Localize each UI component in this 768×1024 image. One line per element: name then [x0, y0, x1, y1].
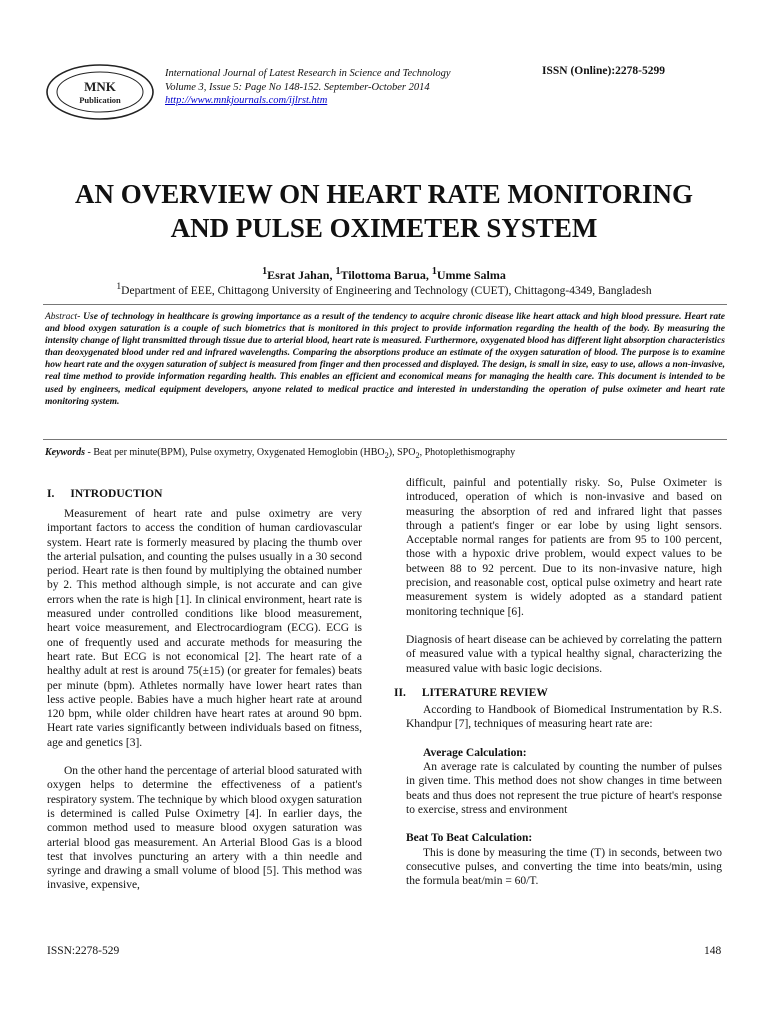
keywords-text: ), SPO	[388, 447, 416, 458]
abstract-label: Abstract	[45, 312, 78, 322]
section-number: II.	[394, 686, 406, 699]
section-number: I.	[47, 488, 55, 500]
journal-info	[165, 67, 451, 95]
abstract	[45, 311, 725, 408]
intro-paragraph-1: Measurement of heart rate and pulse oximetry are very important factors to access the condition of human cardiovascular system. Heart rate is formerly measured by placing the thumb over the arterial pulsation, and counting the pulses usually in a 30 second period. Heart rate is then found by multiplying the obtained number by 2. This method although simple, is not accurate and can give errors when the rate is high [1]. In clinical environment, heart rate is measured under controlled conditions like blood measurement, heart voice measurement, and Electrocardiogram (ECG). ECG is one of frequently used and accurate methods for measuring the heart rate. But ECG is not economical [2]. The heart rate of a healthy adult at rest is around 75(±15) (or greater for females) beats per minute (bpm). Athletes normally have lower heart rates than less active people. Babies have a much higher heart rate at around 120 bpm, while older children have heart rates at around 90 bpm. Heart rate varies significantly between individuals based on fitness, age and genetics [3].	[47, 508, 362, 749]
section-title: INTRODUCTION	[70, 488, 163, 500]
section-title: LITERATURE REVIEW	[421, 686, 548, 699]
keywords-subscript: 2	[384, 451, 389, 460]
subheading-average-calculation: Average Calculation:	[423, 746, 527, 759]
keywords-text: , Photoplethismography	[419, 447, 516, 458]
journal-url-link[interactable]: http://www.mnkjournals.com/ijlrst.htm	[165, 95, 328, 106]
journal-name: International Journal of Latest Research in Science and Technology	[165, 68, 451, 79]
right-column	[394, 476, 722, 888]
mnk-publication-logo	[44, 62, 156, 122]
keywords-subscript: 2	[415, 451, 420, 460]
author-sup: 1	[335, 266, 341, 277]
keywords-label: Keywords	[45, 447, 85, 458]
author-name: Tilottoma Barua,	[340, 268, 432, 282]
paper-title	[0, 177, 768, 245]
intro-paragraph-2: On the other hand the percentage of arterial blood saturated with oxygen helps to determine the effectiveness of a patient's respiratory system. The technique by which blood oxygen saturation is determined is called Pulse Oximetry [4]. In earlier days, the common method used to measure blood oxygen saturation was arterial blood gas measurement. An Arterial Blood Gas is a blood test that involves puncturing an artery with a thin needle and syringe and drawing a small volume of blood [5]. This method was invasive, expensive,	[47, 765, 363, 892]
right-paragraph-2: Diagnosis of heart disease can be achieved by correlating the pattern of measured value with a typical healthy signal, characterizing the measured value with basic logic decisions.	[406, 633, 722, 675]
keywords	[45, 447, 725, 460]
section-heading-introduction	[47, 488, 162, 500]
affiliation-text: Department of EEE, Chittagong University of Engineering and Technology (CUET), Chittagong-4349, Bangladesh	[121, 284, 652, 297]
left-column	[47, 507, 362, 893]
section-heading-literature-review	[394, 686, 722, 700]
affiliation-sup: 1	[116, 281, 122, 292]
title-line-2: AND PULSE OXIMETER SYSTEM	[170, 213, 598, 243]
subheading-beat-to-beat: Beat To Beat Calculation:	[406, 832, 533, 845]
right-paragraph-1: difficult, painful and potentially risky. So, Pulse Oximeter is introduced, operation of which is non-invasive and based on measuring the absorption of red and infrared light that passes through a patient's finger or ear lobe by using light sensors. Acceptable normal ranges for patients are from 95 to 100 percent, those with a hypoxic drive problem, would expect values to be between 88 to 92 percent. Due to its non-invasive nature, high precision, and reasonable cost, optical pulse oximetry and heart rate measurement system is widely adopted as a standard patient monitoring technique [6].	[406, 477, 722, 618]
beat-to-beat-text: This is done by measuring the time (T) in seconds, between two consecutive pulses, and converting the time into beats/min, using the formula beat/min = 60/T.	[406, 846, 722, 888]
keywords-text: - Beat per minute(BPM), Pulse oxymetry, Oxygenated Hemoglobin (HBO	[85, 447, 385, 458]
logo-text-publication: Publication	[79, 95, 121, 105]
abstract-top-rule	[43, 304, 727, 305]
abstract-bottom-rule	[43, 439, 727, 440]
average-calculation-text: An average rate is calculated by counting the number of pulses in given time. This method does not show changes in time between beats and thus does not represent the true picture of heart's response to exercise, stress and environment	[406, 761, 722, 816]
title-line-1: AN OVERVIEW ON HEART RATE MONITORING	[75, 179, 693, 209]
literature-paragraph: According to Handbook of Biomedical Instrumentation by R.S. Khandpur [7], techniques of measuring heart rate are:	[406, 704, 722, 731]
issn-online: ISSN (Online):2278-5299	[542, 65, 665, 77]
author-name: Umme Salma	[436, 268, 506, 282]
logo-text-mnk: MNK	[84, 79, 116, 94]
author-name: Esrat Jahan,	[267, 268, 336, 282]
abstract-text: - Use of technology in healthcare is growing importance as a result of the tendency to acquire chronic disease like heart attack and high blood pressure. Heart rate and blood oxygen saturation is a couple of such biometrics that is monitored in this project to provide information regarding the health of the body. By measuring the intensity change of light transmitted through tissue due to arterial blood, heart rate is measured. Furthermore, oxygenated blood has different light absorption characteristics than deoxygenated blood under red and infrared wavelengths. Comparing the absorptions produce an estimate of the oxygen saturation of blood. The purpose is to examine how heart rate and the oxygen saturation of subject is measured from finger and then processed and displayed. The design, is small in size, easy to use, allows a non-invasive, real time method to provide information regarding health. This enables an efficient and economical means for managing the health care. This document is intended to be used by engineers, medical equipment developers, anyone related to medical practice and interested in understanding the operation of pulse oximeter and heart rate monitoring system.	[45, 312, 725, 407]
author-sup: 1	[262, 266, 268, 277]
affiliation	[0, 281, 768, 297]
footer-issn: ISSN:2278-529	[47, 945, 120, 957]
author-sup: 1	[431, 266, 437, 277]
journal-volume: Volume 3, Issue 5: Page No 148-152. September-October 2014	[165, 82, 430, 93]
page-number: 148	[704, 945, 722, 957]
